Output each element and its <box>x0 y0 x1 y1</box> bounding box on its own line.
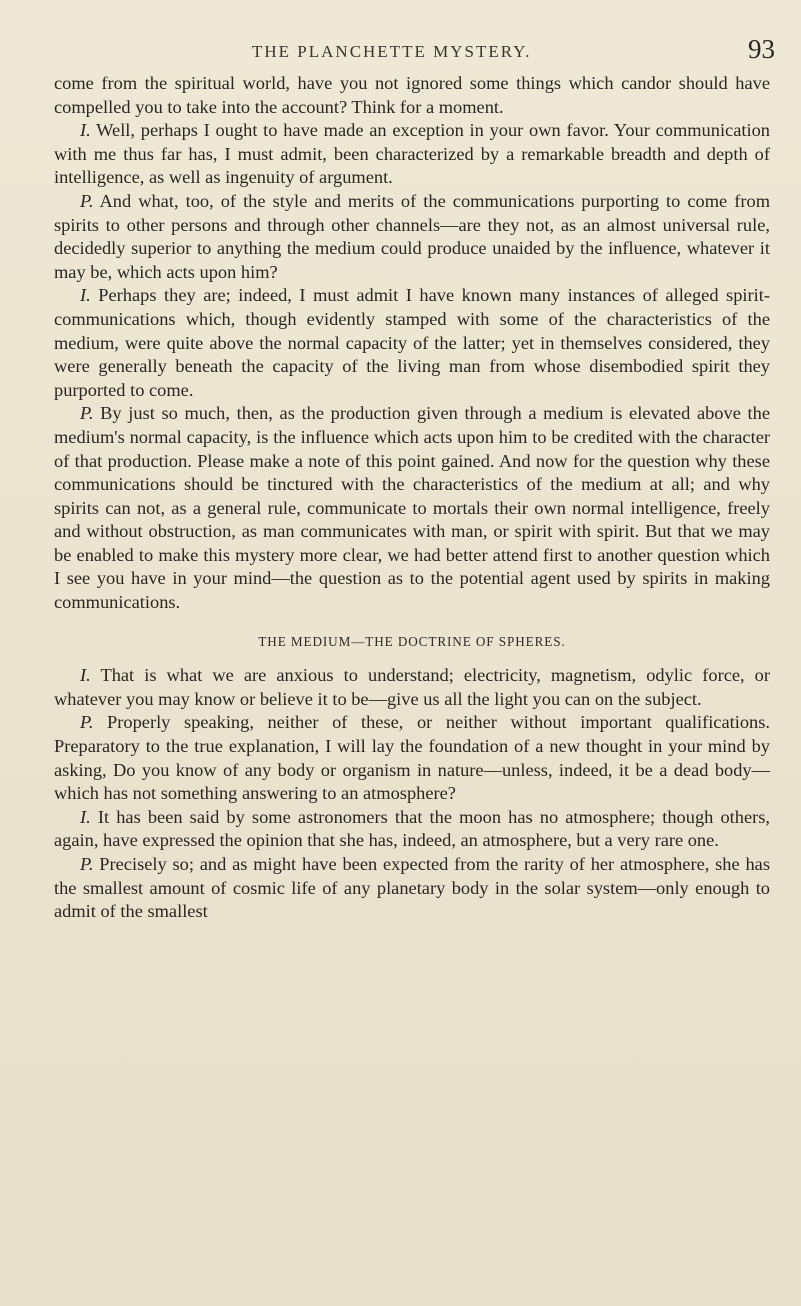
paragraph-text: Perhaps they are; indeed, I must admit I have known many instances of alleged spirit-communications which, though evidently stamped with some of the characteristics of the medium, were quite above the normal capacity of the latter; yet in themselves considered, they were generally beneath the capacity of the living man from whose disembodied spirit they purported to come. <box>54 285 770 400</box>
paragraph-5 <box>54 402 770 614</box>
speaker-label: I. <box>80 806 91 827</box>
speaker-label: P. <box>80 712 94 733</box>
page-number: 93 <box>748 34 775 64</box>
paragraph-text: Precisely so; and as might have been expected from the rarity of her atmosphere, she has the smallest amount of cosmic life of any planetary body in the solar system—only enough to admit of the smallest <box>54 854 770 922</box>
speaker-label: I. <box>80 120 91 141</box>
speaker-label: I. <box>80 285 91 306</box>
paragraph-text: That is what we are anxious to understand; electricity, magnetism, odylic force, or whatever you may know or believe it to be—give us all the light you can on the subject. <box>54 665 770 709</box>
paragraph-text: It has been said by some astronomers that the moon has no atmosphere; though others, again, have expressed the opinion that she has, indeed, an atmosphere, but a very rare one. <box>54 806 770 851</box>
speaker-label: I. <box>80 665 91 686</box>
speaker-label: P. <box>80 403 94 424</box>
paragraph-text: come from the spiritual world, have you not ignored some things which candor should have compelled you to take into the account? Think for a moment. <box>54 73 770 117</box>
running-title: THE PLANCHETTE MYSTERY. <box>252 42 532 61</box>
paragraph-4 <box>54 284 770 402</box>
paragraph-8 <box>54 806 770 853</box>
paragraph-text: Properly speaking, neither of these, or neither without important qualifications. Preparatory to the true explanation, I will lay the foundation of a new thought in your mind by asking, Do you know of any body or organism in nature—unless, indeed, it be a dead body—which has not something answering to an atmosphere? <box>54 712 770 804</box>
speaker-label: P. <box>80 190 94 211</box>
body-text <box>54 72 770 924</box>
section-heading: THE MEDIUM—THE DOCTRINE OF SPHERES. <box>258 633 566 649</box>
paragraph-text: Well, perhaps I ought to have made an exception in your own favor. Your communication with me thus far has, I must admit, been characterized by a remarkable breadth and depth of intelligence, as well as ingenuity of argument. <box>54 120 770 188</box>
paragraph-3 <box>54 190 770 284</box>
paragraph-9 <box>54 853 770 924</box>
paragraph-1 <box>54 72 770 119</box>
running-head <box>54 34 775 72</box>
speaker-label: P. <box>80 854 94 874</box>
paragraph-text: By just so much, then, as the production given through a medium is elevated above the medium's normal capacity, is the influence which acts upon him to be credited with the character of that production. Please make a note of this point gained. And now for the question why these communications should be tinctured with the characteristics of the medium at all; and why spirits can not, as a general rule, communicate to mortals their own normal intelligence, freely and without obstruction, as man communicates with man, or spirit with spirit. But that we may be enabled to make this mystery more clear, we had better attend first to another question which I see you have in your mind—the question as to the potential agent used by spirits in making communications. <box>54 403 770 613</box>
paragraph-7 <box>54 711 770 805</box>
paragraph-2 <box>54 119 770 190</box>
paragraph-6 <box>54 664 770 711</box>
paragraph-text: And what, too, of the style and merits of the communications purporting to come from spirits to other persons and through other channels—are they not, as an almost universal rule, decidedly superior to anything the medium could produce unaided by the influence, whatever it may be, which acts upon him? <box>54 190 770 282</box>
